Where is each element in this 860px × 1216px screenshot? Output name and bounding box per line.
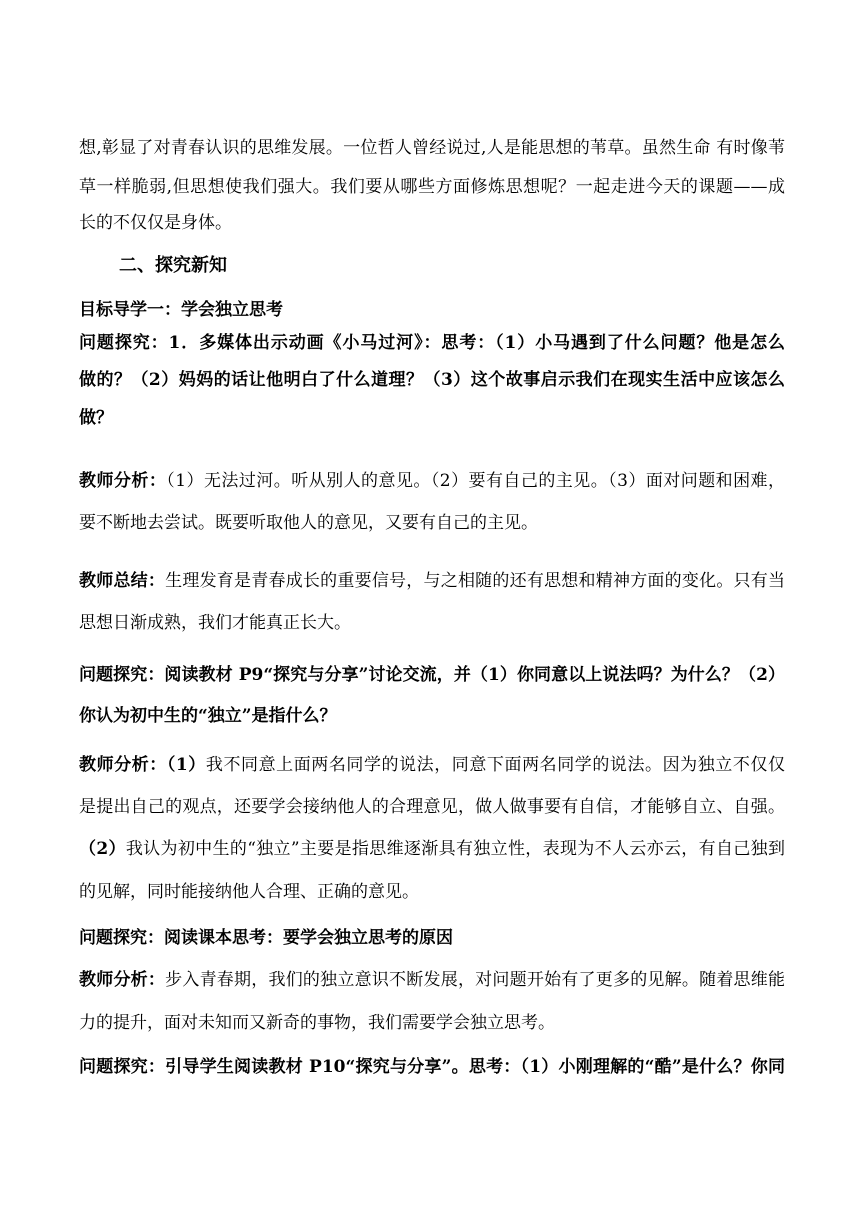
analysis-label: 教师分析： [79, 471, 167, 491]
analysis-text: 步入青春期，我们的独立意识不断发展，对问题开始有了更多的见解。随着思维能 [165, 970, 785, 990]
analysis-1-line-1 [79, 470, 785, 492]
intro-line-1: 想,彰显了对青春认识的思维发展。一位哲人曾经说过,人是能思想的苇草。虽然生命 有时像苇 [79, 138, 785, 158]
analysis-2-line-1 [79, 754, 785, 776]
question-4-line-1: 问题探究：引导学生阅读教材 P10“探究与分享”。思考：（1）小刚理解的“酷”是什么？你同 [79, 1057, 785, 1077]
summary-text: 生理发育是青春成长的重要信号，与之相随的还有思想和精神方面的变化。只有当 [165, 571, 785, 591]
question-2-line-2: 你认为初中生的“独立”是指什么？ [79, 706, 337, 726]
analysis-3-line-1 [79, 969, 785, 991]
analysis-text: （1）无法过河。听从别人的意见。（2）要有自己的主见。（3）面对问题和困难， [166, 471, 786, 491]
question-1-line-2: 做的？（2）妈妈的话让他明白了什么道理？（3）这个故事启示我们在现实生活中应该怎么 [79, 370, 785, 390]
analysis-text: 我认为初中生的“独立”主要是指思维逐渐具有独立性，表现为不人云亦云，有自己独到 [125, 839, 785, 859]
goal-heading: 目标导学一：学会独立思考 [79, 300, 283, 320]
question-1-line-3: 做？ [79, 408, 113, 428]
summary-line-2: 思想日渐成熟，我们才能真正长大。 [79, 613, 351, 633]
question-3: 问题探究：阅读课本思考：要学会独立思考的原因 [79, 928, 453, 948]
analysis-2-line-4: 的见解，同时能接纳他人合理、正确的意见。 [79, 882, 419, 902]
item-number: （1） [166, 755, 206, 775]
analysis-1-line-2: 要不断地去尝试。既要听取他人的意见，又要有自己的主见。 [79, 513, 538, 533]
intro-line-3: 长的不仅仅是身体。 [79, 213, 232, 233]
analysis-2-line-3 [79, 838, 785, 860]
question-1-line-1: 问题探究：1．多媒体出示动画《小马过河》：思考：（1）小马遇到了什么问题？他是怎么 [79, 333, 785, 353]
summary-line-1 [79, 570, 785, 592]
section-heading: 二、探究新知 [119, 255, 227, 276]
item-number: （2） [79, 839, 126, 859]
analysis-3-line-2: 力的提升，面对未知而又新奇的事物，我们需要学会独立思考。 [79, 1013, 555, 1033]
analysis-text: 我不同意上面两名同学的说法，同意下面两名同学的说法。因为独立不仅仅 [205, 755, 785, 775]
analysis-label: 教师分析： [79, 970, 166, 990]
summary-label: 教师总结： [79, 571, 166, 591]
question-2-line-1: 问题探究：阅读教材 P9“探究与分享”讨论交流，并（1）你同意以上说法吗？为什么？（2） [79, 665, 785, 685]
analysis-2-line-2: 是提出自己的观点，还要学会接纳他人的合理意见，做人做事要有自信，才能够自立、自强。 [79, 797, 785, 817]
intro-line-2: 草一样脆弱,但思想使我们强大。我们要从哪些方面修炼思想呢？一起走进今天的课题——成 [79, 177, 785, 197]
analysis-label: 教师分析： [79, 755, 167, 775]
